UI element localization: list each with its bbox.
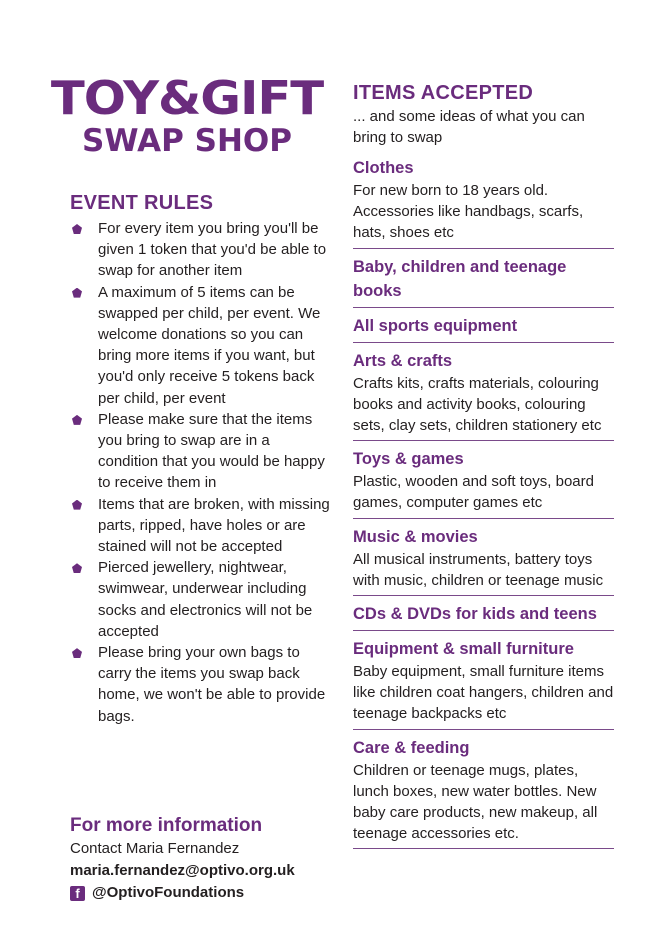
rule-text: Please make sure that the items you bring to swap are in a condition that you would be happy to receive them in [98, 410, 325, 492]
category-title: Baby, children and teenage books [353, 257, 567, 300]
logo-subtitle: SWAP SHOP [82, 123, 292, 159]
category-description: Baby equipment, small furniture items like children coat hangers, children and teenage backpacks etc [353, 663, 614, 723]
event-rules-section [70, 190, 332, 727]
rule-item [70, 494, 332, 558]
more-info-heading: For more information [70, 815, 263, 836]
category-title: Arts & crafts [353, 351, 453, 370]
rule-item [70, 282, 332, 409]
category-title: Clothes [353, 159, 414, 177]
category-title: All sports equipment [353, 316, 518, 335]
category-arts-crafts [353, 349, 614, 442]
category-title: Care & feeding [353, 738, 470, 757]
category-description: For new born to 18 years old. Accessories like handbags, scarfs, hats, shoes etc [353, 182, 584, 242]
category-toys-games [353, 447, 614, 518]
category-title: Equipment & small furniture [353, 640, 574, 659]
category-cds-dvds [353, 602, 614, 631]
category-description: Plastic, wooden and soft toys, board games, computer games etc [353, 473, 594, 512]
category-clothes [353, 156, 614, 249]
event-rules-list [70, 218, 332, 727]
category-description: Children or teenage mugs, plates, lunch boxes, new water bottles. New baby care products, new makeup, all teenage accessories etc. [353, 761, 598, 843]
rule-text: For every item you bring you'll be given 1 token that you'd be able to swap for another item [98, 220, 327, 280]
rule-text: Items that are broken, with missing parts, ripped, have holes or are stained will not be accepted [98, 495, 330, 556]
category-description: All musical instruments, battery toys with music, children or teenage music [353, 550, 604, 589]
pentagon-bullet-icon [72, 224, 82, 234]
category-care-feeding [353, 736, 614, 850]
items-accepted-heading: ITEMS ACCEPTED [353, 82, 534, 104]
logo [50, 71, 324, 159]
category-sports [353, 314, 614, 343]
category-title: CDs & DVDs for kids and teens [353, 605, 597, 624]
logo-title: TOY&GIFT [50, 71, 324, 125]
category-title: Music & movies [353, 527, 478, 546]
rule-item [70, 218, 332, 282]
rule-item [70, 557, 332, 642]
category-equipment-furniture [353, 637, 614, 730]
pentagon-bullet-icon [72, 500, 82, 510]
event-rules-heading: EVENT RULES [70, 192, 214, 214]
category-title: Toys & games [353, 450, 464, 469]
category-description: Crafts kits, crafts materials, colouring books and activity books, colouring sets, clay sets, children stationery etc [353, 374, 602, 435]
more-info-section [70, 814, 350, 904]
rule-text: A maximum of 5 items can be swapped per child, per event. We welcome donations so you can bring more items if you want, but you'd only receive 5 tokens back per child, per event [98, 283, 321, 407]
rule-item [70, 642, 332, 727]
category-music-movies [353, 525, 614, 596]
rule-item [70, 409, 332, 494]
contact-email-link[interactable]: maria.fernandez@optivo.org.uk [70, 862, 295, 879]
pentagon-bullet-icon [72, 415, 82, 425]
pentagon-bullet-icon [72, 563, 82, 573]
rule-text: Please bring your own bags to carry the items you swap back home, we won't be able to provide bags. [98, 644, 326, 725]
pentagon-bullet-icon [72, 648, 82, 658]
facebook-icon: f [70, 886, 85, 901]
pentagon-bullet-icon [72, 288, 82, 298]
social-handle-link[interactable] [70, 882, 350, 904]
contact-name: Contact Maria Fernandez [70, 840, 240, 857]
rule-text: Pierced jewellery, nightwear, swimwear, underwear including socks and electronics will not be accepted [98, 559, 313, 640]
items-accepted-subheading: ... and some ideas of what you can bring to swap [353, 108, 585, 146]
category-books [353, 255, 614, 308]
social-handle: @OptivoFoundations [92, 884, 245, 901]
items-accepted-section [353, 80, 614, 855]
